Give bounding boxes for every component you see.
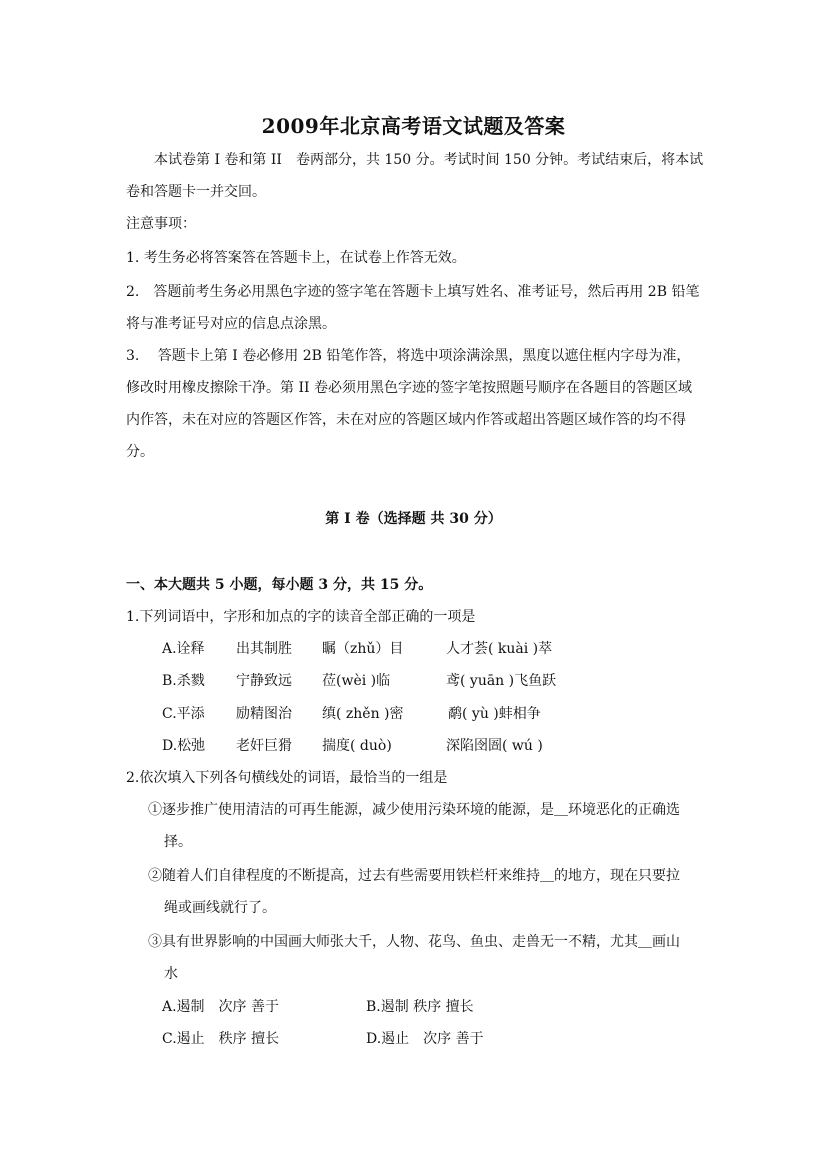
q1-option-b-word-3: 莅(wèi )临 [322, 673, 391, 689]
notice-heading: 注意事项： [126, 216, 196, 232]
q1-option-b-word-2: 宁静致远 [236, 673, 292, 689]
q1-option-a-word-2: 出其制胜 [236, 641, 292, 657]
q2-sentence-3 [148, 926, 704, 990]
notice-item-3: 3. 答题卡上第 I 卷必修用 2B 铅笔作答，将选中项涂满涂黑，黑度以遮住框内字母为准，修改时用橡皮擦除干净。第 II 卷必须用黑色字迹的签字笔按照题号顺序在各题目的答题区域内作答，未在对应的答题区作答，未在对应的答题区域内作答或超出答题区域作答的均不得分。 [126, 348, 692, 460]
q2-answer-d: D.遏止 次序 善于 [366, 1031, 484, 1047]
q1-option-d-word-3: 揣度( duò) [322, 738, 392, 754]
q2-sentence-1-line-2: 择。 [164, 834, 192, 850]
notice-item-2: 2. 答题前考生务必用黑色字迹的签字笔在答题卡上填写姓名、准考证号，然后再用 2B 铅笔将与准考证号对应的信息点涂黑。 [126, 284, 700, 332]
intro-paragraph: 本试卷第 I 卷和第 II 卷两部分，共 150 分。考试时间 150 分钟。考试结束后，将本试卷和答题卡一并交回。 [126, 152, 704, 200]
q1-option-d-word-1: D.松弛 [162, 738, 206, 754]
q1-option-b-word-4: 鸢( yuān )飞鱼跃 [446, 673, 557, 689]
q2-sentence-3-line-2: 水 [164, 966, 178, 982]
q1-option-c-word-3: 缜( zhěn )密 [322, 706, 404, 722]
q1-option-a-word-1: A.诠释 [162, 641, 205, 657]
q1-option-c-word-2: 励精图治 [236, 706, 292, 722]
q1-option-d-word-4: 深陷囹圄( wú ) [446, 738, 543, 754]
q2-sentence-2 [148, 860, 704, 924]
q2-sentence-1-line-1: ①逐步推广使用清洁的可再生能源，减少使用污染环境的能源，是＿环境恶化的正确选 [148, 802, 680, 818]
document-title: 2009年北京高考语文试题及答案 [261, 114, 566, 138]
q2-sentence-1 [148, 794, 704, 858]
q2-sentence-2-line-1: ②随着人们自律程度的不断提高，过去有些需要用铁栏杆来维持＿的地方，现在只要拉 [148, 868, 680, 884]
part-heading: 一、本大题共 5 小题，每小题 3 分，共 15 分。 [126, 577, 433, 593]
notice-item-1: 1. 考生务必将答案答在答题卡上，在试卷上作答无效。 [126, 250, 466, 266]
question-2-stem: 2.依次填入下列各句横线处的词语，最恰当的一组是 [126, 770, 448, 786]
q1-option-d-word-2: 老奸巨猾 [236, 738, 292, 754]
q2-answer-c: C.遏止 秩序 擅长 [162, 1031, 280, 1047]
q1-option-a-word-3: 瞩（zhǔ）目 [322, 641, 404, 657]
q2-sentence-2-line-2: 绳或画线就行了。 [164, 900, 276, 916]
q2-answer-a: A.遏制 次序 善于 [162, 999, 280, 1015]
q1-option-c-word-1: C.平添 [162, 706, 205, 722]
q2-answer-b: B.遏制 秩序 擅长 [366, 999, 474, 1015]
q1-option-b-word-1: B.杀戮 [162, 673, 205, 689]
q1-option-c-word-4: 鹬( yù )蚌相争 [448, 706, 541, 722]
q2-sentence-3-line-1: ③具有世界影响的中国画大师张大千，人物、花鸟、鱼虫、走兽无一不精，尤其＿画山 [148, 934, 680, 950]
q1-option-a-word-4: 人才荟( kuài )萃 [446, 641, 553, 657]
question-1-stem: 1.下列词语中，字形和加点的字的读音全部正确的一项是 [126, 609, 476, 625]
section-title: 第 I 卷（选择题 共 30 分） [325, 511, 502, 527]
